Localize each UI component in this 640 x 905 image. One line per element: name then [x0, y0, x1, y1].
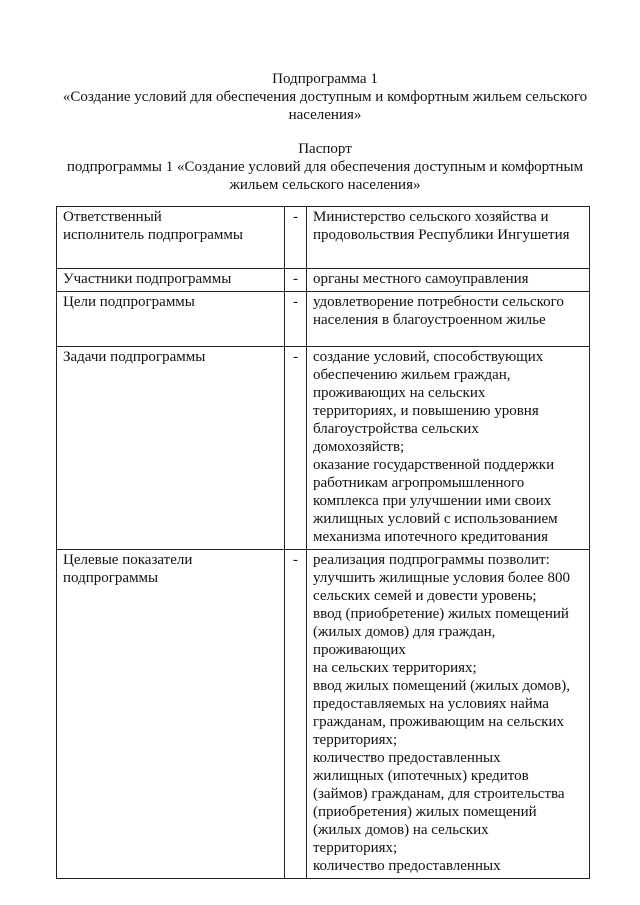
label-line: Задачи подпрограммы [63, 349, 206, 365]
row-value [307, 347, 590, 550]
document-subtitle-line2: населения» [288, 107, 362, 123]
table-row-responsible [57, 207, 590, 269]
row-value [307, 550, 590, 879]
value-line: обеспечению жильем граждан, [313, 367, 511, 383]
value-line: гражданам, проживающим на сельских [313, 714, 564, 730]
row-dash: - [285, 269, 307, 292]
label-line: Участники подпрограммы [63, 271, 232, 287]
row-dash: - [285, 550, 307, 879]
row-label [57, 207, 285, 269]
value-line: проживающих [313, 642, 406, 658]
value-line: благоустройства сельских [313, 421, 479, 437]
value-line: Министерство сельского хозяйства и [313, 209, 549, 225]
value-line: домохозяйств; [313, 439, 405, 455]
label-line: Цели подпрограммы [63, 294, 195, 310]
table-row-target-indicators [57, 550, 590, 879]
row-dash: - [285, 207, 307, 269]
value-line: оказание государственной поддержки [313, 457, 555, 473]
label-line: подпрограммы [63, 570, 159, 586]
row-value [307, 207, 590, 269]
value-line: жилищных (ипотечных) кредитов [313, 768, 529, 784]
value-line: (займов) гражданам, для строительства [313, 786, 565, 802]
row-label [57, 292, 285, 347]
value-line: территориях; [313, 732, 398, 748]
label-line: Ответственный [63, 209, 162, 225]
value-line: органы местного самоуправления [313, 271, 529, 287]
value-line: (приобретения) жилых помещений [313, 804, 537, 820]
value-line: ввод жилых помещений (жилых домов), [313, 678, 571, 694]
value-line: удовлетворение потребности сельского [313, 294, 564, 310]
value-line: территориях, и повышению уровня [313, 403, 539, 419]
table-row-participants [57, 269, 590, 292]
label-line: Целевые показатели [63, 552, 193, 568]
value-line: работникам агропромышленного [313, 475, 525, 491]
table-row-goals [57, 292, 590, 347]
row-value [307, 269, 590, 292]
row-value [307, 292, 590, 347]
value-line: создание условий, способствующих [313, 349, 544, 365]
value-line: на сельских территориях; [313, 660, 477, 676]
value-line: продовольствия Республики Ингушетия [313, 227, 570, 243]
value-line: реализация подпрограммы позволит: [313, 552, 550, 568]
value-line: предоставляемых на условиях найма [313, 696, 549, 712]
document-title-block [40, 70, 610, 124]
value-line: ввод (приобретение) жилых помещений [313, 606, 569, 622]
value-line: (жилых домов) на сельских [313, 822, 489, 838]
passport-heading: Паспорт [298, 141, 352, 157]
value-line: (жилых домов) для граждан, [313, 624, 496, 640]
passport-table [56, 206, 590, 879]
table-row-tasks [57, 347, 590, 550]
value-line: населения в благоустроенном жилье [313, 312, 546, 328]
row-label [57, 347, 285, 550]
value-line: улучшить жилищные условия более 800 [313, 570, 570, 586]
row-dash: - [285, 347, 307, 550]
value-line: количество предоставленных [313, 858, 501, 874]
value-line: территориях; [313, 840, 398, 856]
document-subtitle-line1: «Создание условий для обеспечения доступным и комфортным жильем сельского [62, 89, 588, 105]
row-label [57, 550, 285, 879]
passport-subheading-line2: жильем сельского населения» [229, 177, 421, 193]
value-line: количество предоставленных [313, 750, 501, 766]
value-line: сельских семей и довести уровень; [313, 588, 537, 604]
document-title: Подпрограмма 1 [272, 71, 378, 87]
passport-heading-block [40, 140, 610, 194]
value-line: механизма ипотечного кредитования [313, 529, 549, 545]
row-dash: - [285, 292, 307, 347]
value-line: жилищных условий с использованием [313, 511, 558, 527]
value-line: проживающих на сельских [313, 385, 486, 401]
value-line: комплекса при улучшении ими своих [313, 493, 552, 509]
label-line: исполнитель подпрограммы [63, 227, 243, 243]
passport-subheading-line1: подпрограммы 1 «Создание условий для обеспечения доступным и комфортным [66, 159, 584, 175]
row-label [57, 269, 285, 292]
